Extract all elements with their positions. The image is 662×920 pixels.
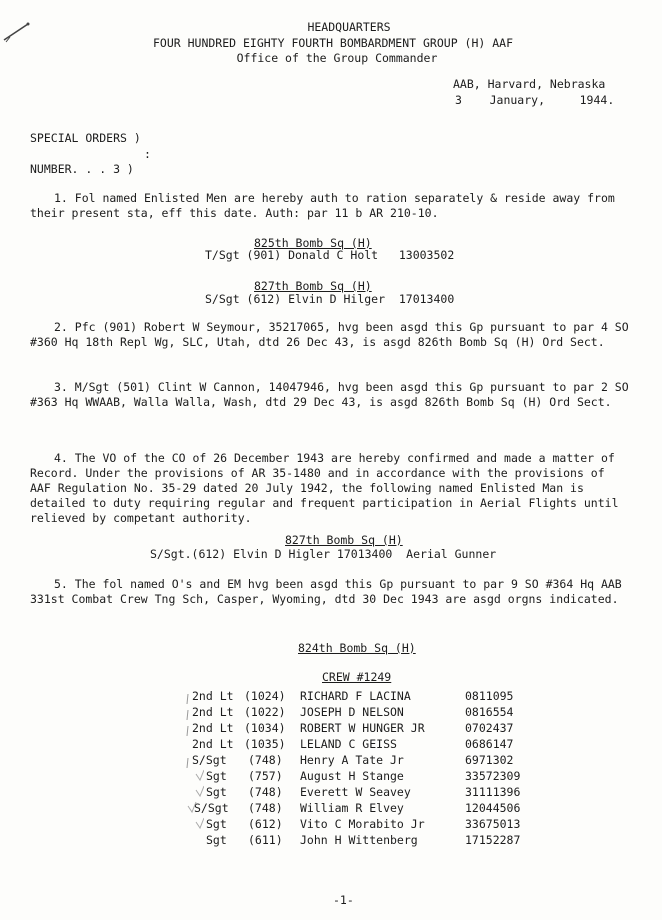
crew-name: John H Wittenberg bbox=[300, 833, 418, 847]
para4-text: 4. The VO of the CO of 26 December 1943 are hereby confirmed and made a matter of Record. Under the provisions of AR 35-1480 and in accordance with the provisions of AAF Regulation No. 35-29 dated 20 July 1942, the following named Enlisted Man is detailed to duty requiring regular and frequent participation in Aerial Flights until relieved by competant authority. bbox=[30, 451, 619, 525]
crew-mos: (1035) bbox=[244, 737, 286, 751]
crew-name: JOSEPH D NELSON bbox=[300, 705, 404, 719]
crew-rank: S/Sgt bbox=[192, 753, 227, 767]
crew-serial: 0702437 bbox=[465, 721, 514, 735]
crew-mos: (611) bbox=[248, 833, 283, 847]
crew-rank: Sgt bbox=[206, 817, 227, 831]
para2-text: 2. Pfc (901) Robert W Seymour, 35217065, hvg been asgd this Gp pursuant to par 4 SO #360 Hq 18th Repl Wg, SLC, Utah, dtd 26 Dec 43, is asgd 826th Bomb Sq (H) Ord Sect. bbox=[30, 320, 629, 349]
crew-serial: 0686147 bbox=[465, 737, 514, 751]
para5-text: 5. The fol named O's and EM hvg been asgd this Gp pursuant to par 9 SO #364 Hq AAB 331st Combat Crew Tng Sch, Casper, Wyoming, dtd 30 Dec 1943 are asgd orgns indicated. bbox=[30, 577, 622, 606]
crew-mos: (1022) bbox=[244, 705, 286, 719]
para3-text: 3. M/Sgt (501) Clint W Cannon, 14047946, hvg been asgd this Gp pursuant to par 2 SO #363 Hq WWAAB, Walla Walla, Wash, dtd 29 Dec 43, is asgd 826th Bomb Sq (H) Ord Sect. bbox=[30, 380, 629, 409]
crew-rank: Sgt bbox=[206, 785, 227, 799]
crew-mos: (748) bbox=[248, 801, 283, 815]
header-line3: Office of the Group Commander bbox=[236, 51, 438, 65]
crew-serial: 17152287 bbox=[465, 833, 521, 847]
crew-mos: (757) bbox=[248, 769, 283, 783]
para1-sq827: 827th Bomb Sq (H) bbox=[254, 279, 372, 293]
crew-name: William R Elvey bbox=[300, 801, 404, 815]
orders-number: NUMBER. . . 3 ) bbox=[30, 162, 134, 176]
crew-serial: 0816554 bbox=[465, 705, 514, 719]
crew-rank: Sgt bbox=[206, 833, 227, 847]
crew-serial: 31111396 bbox=[465, 785, 521, 799]
crew-serial: 6971302 bbox=[465, 753, 514, 767]
crew-name: Everett W Seavey bbox=[300, 785, 411, 799]
para1-entry827: S/Sgt (612) Elvin D Hilger 17013400 bbox=[205, 292, 455, 306]
orders-paren: : bbox=[144, 147, 151, 161]
para1-text: 1. Fol named Enlisted Men are hereby auth to ration separately & reside away from their present sta, eff this date. Auth: par 11 b AR 210-10. bbox=[30, 191, 615, 220]
location-place: AAB, Harvard, Nebraska bbox=[453, 77, 606, 91]
crew-mos: (748) bbox=[248, 753, 283, 767]
para5-sq: 824th Bomb Sq (H) bbox=[298, 641, 416, 655]
crew-mos: (1034) bbox=[244, 721, 286, 735]
crew-rank: 2nd Lt bbox=[192, 737, 234, 751]
location-date: 3 January, 1944. bbox=[455, 93, 615, 107]
crew-rank: 2nd Lt bbox=[192, 689, 234, 703]
crew-name: August H Stange bbox=[300, 769, 404, 783]
crew-mos: (748) bbox=[248, 785, 283, 799]
para4-entry: S/Sgt.(612) Elvin D Higler 17013400 Aerial Gunner bbox=[150, 547, 497, 561]
crew-serial: 33572309 bbox=[465, 769, 521, 783]
para1-entry825: T/Sgt (901) Donald C Holt 13003502 bbox=[205, 248, 455, 262]
crew-name: ROBERT W HUNGER JR bbox=[300, 721, 425, 735]
orders-title: SPECIAL ORDERS ) bbox=[30, 131, 141, 145]
crew-name: Henry A Tate Jr bbox=[300, 753, 404, 767]
margin-check-marks-icon bbox=[184, 690, 204, 850]
crew-rank: Sgt bbox=[206, 769, 227, 783]
crew-serial: 12044506 bbox=[465, 801, 521, 815]
crew-name: RICHARD F LACINA bbox=[300, 689, 411, 703]
crew-mos: (1024) bbox=[244, 689, 286, 703]
crew-name: Vito C Morabito Jr bbox=[300, 817, 425, 831]
crew-serial: 0811095 bbox=[465, 689, 514, 703]
crew-heading: CREW #1249 bbox=[322, 670, 392, 684]
page-number: -1- bbox=[333, 893, 354, 907]
crew-rank: S/Sgt bbox=[194, 801, 229, 815]
crew-mos: (612) bbox=[248, 817, 283, 831]
para4-sq: 827th Bomb Sq (H) bbox=[285, 533, 403, 547]
crew-rank: 2nd Lt bbox=[192, 705, 234, 719]
para1-sq825: 825th Bomb Sq (H) bbox=[254, 236, 372, 250]
header-line1: HEADQUARTERS bbox=[307, 20, 391, 34]
crew-rank: 2nd Lt bbox=[192, 721, 234, 735]
header-line2: FOUR HUNDRED EIGHTY FOURTH BOMBARDMENT GROUP (H) AAF bbox=[152, 36, 514, 50]
crew-name: LELAND C GEISS bbox=[300, 737, 397, 751]
crew-serial: 33675013 bbox=[465, 817, 521, 831]
